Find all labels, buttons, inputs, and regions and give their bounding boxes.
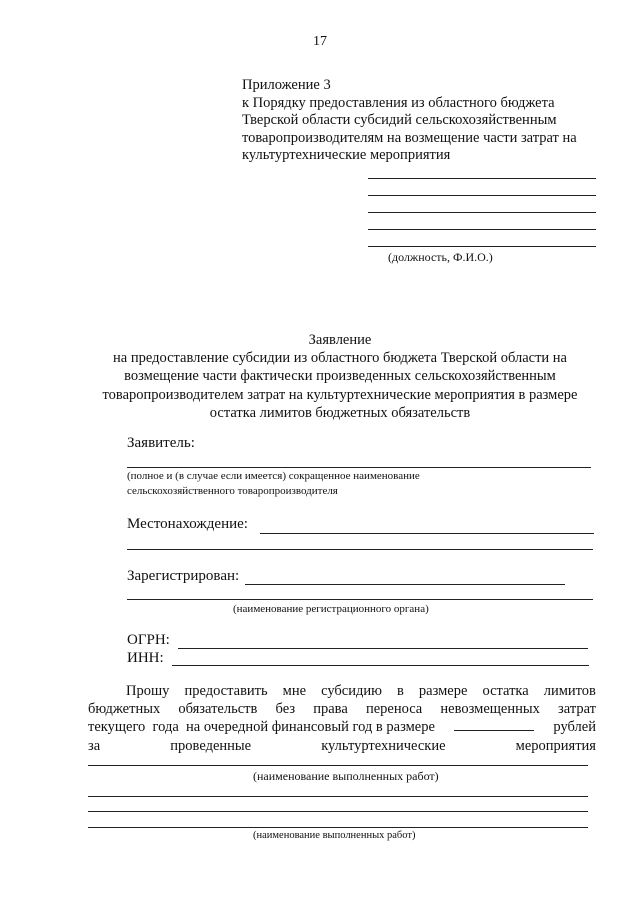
appendix-block bbox=[242, 77, 577, 165]
location-label: Местонахождение: bbox=[127, 516, 248, 532]
heading-line: возмещение части фактически произведенных сельскохозяйственным bbox=[124, 368, 556, 385]
request-line: Прошу предоставить мне субсидию в размере остатка лимитов bbox=[126, 683, 596, 699]
ogrn-label: ОГРН: bbox=[127, 632, 170, 648]
applicant-caption: сельскохозяйственного товаропроизводителя bbox=[127, 485, 338, 497]
appendix-title: Приложение 3 bbox=[242, 77, 331, 93]
heading-line: товаропроизводителем затрат на культуртехнические мероприятия в размере bbox=[102, 386, 578, 403]
heading-line: на предоставление субсидии из областного бюджета Тверской области на bbox=[113, 350, 567, 367]
amount-field[interactable] bbox=[454, 718, 534, 731]
works-caption: (наименование выполненных работ) bbox=[253, 830, 416, 841]
applicant-label: Заявитель: bbox=[127, 435, 195, 451]
works-field[interactable] bbox=[88, 827, 588, 828]
signature-blank-line[interactable] bbox=[368, 178, 596, 179]
registered-label: Зарегистрирован: bbox=[127, 568, 240, 584]
registered-field-continued[interactable] bbox=[127, 599, 593, 600]
appendix-line: Тверской области субсидий сельскохозяйственным bbox=[242, 112, 557, 129]
heading-line: остатка лимитов бюджетных обязательств bbox=[209, 404, 471, 421]
works-field[interactable] bbox=[88, 811, 588, 812]
signature-caption: (должность, Ф.И.О.) bbox=[388, 250, 493, 264]
request-line: текущего года на очередной финансовый год в размере рублей bbox=[88, 719, 596, 736]
works-field[interactable] bbox=[88, 796, 588, 797]
location-field[interactable] bbox=[260, 533, 594, 534]
signature-blank-line[interactable] bbox=[368, 246, 596, 247]
page-number: 17 bbox=[313, 34, 327, 49]
applicant-field[interactable] bbox=[127, 467, 591, 468]
signature-blank-line[interactable] bbox=[368, 212, 596, 213]
ogrn-field[interactable] bbox=[178, 648, 588, 649]
signature-blank-line[interactable] bbox=[368, 229, 596, 230]
signature-blank-line[interactable] bbox=[368, 195, 596, 196]
appendix-line: к Порядку предоставления из областного бюджета bbox=[242, 94, 555, 111]
registered-field[interactable] bbox=[245, 584, 565, 585]
appendix-line: товаропроизводителям на возмещение части затрат на bbox=[242, 129, 577, 146]
works-field[interactable] bbox=[88, 765, 588, 766]
document-title: Заявление bbox=[308, 332, 372, 348]
applicant-caption: (полное и (в случае если имеется) сокращенное наименование bbox=[127, 470, 420, 482]
request-line: за проведенные культуртехнические мероприятия bbox=[88, 737, 596, 754]
inn-field[interactable] bbox=[172, 665, 589, 666]
registered-caption: (наименование регистрационного органа) bbox=[233, 603, 429, 615]
location-field-continued[interactable] bbox=[127, 549, 593, 550]
works-caption: (наименование выполненных работ) bbox=[253, 769, 439, 783]
document-heading bbox=[80, 331, 600, 422]
inn-label: ИНН: bbox=[127, 650, 164, 666]
request-paragraph bbox=[88, 682, 596, 755]
appendix-line: культуртехнические мероприятия bbox=[242, 147, 451, 164]
request-line: бюджетных обязательств без права переноса невозмещенных затрат bbox=[88, 701, 596, 718]
